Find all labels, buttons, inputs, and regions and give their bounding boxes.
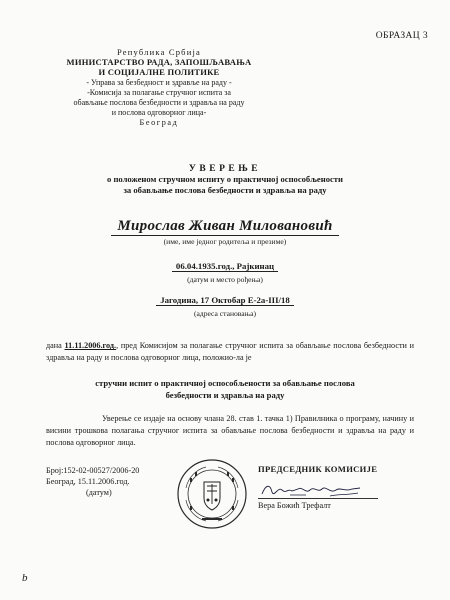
header-republic: Република Србија xyxy=(116,47,201,57)
statement-date: 11.11.2006.год. xyxy=(64,341,117,350)
birth-field xyxy=(0,256,450,284)
header-ministry: МИНИСТАРСТВО РАДА, ЗАПОШЉАВАЊА xyxy=(66,57,252,68)
birth-caption: (датум и место рођења) xyxy=(187,275,263,284)
header-commission-cont: обављање послова безбедности и здравља на раду xyxy=(73,98,245,108)
address-caption: (адреса становања) xyxy=(193,309,257,318)
president-name: Вера Божић Трефалт xyxy=(258,501,331,510)
address-value: Јагодина, 17 Октобар Е-2а-III/18 xyxy=(156,295,294,306)
handwritten-signature xyxy=(260,480,370,500)
reference-place-date: Београд, 15.11.2006.год. xyxy=(46,477,130,486)
header-ministry-cont: И СОЦИЈАЛНЕ ПОЛИТИКЕ xyxy=(98,67,220,78)
statement-rest: , пред Комисијом за полагање стручног испита за обављање послова безбедности и здравља на раду и послова одговорног лица, положио-ла је xyxy=(46,341,414,362)
statement-prefix: дана xyxy=(46,341,62,350)
holder-name: Мирослав Живан Миловановић xyxy=(111,218,338,236)
holder-name-caption: (име, име једног родитеља и презиме) xyxy=(163,237,287,246)
issuer-header xyxy=(0,47,318,129)
address-field xyxy=(0,290,450,318)
document-subtitle-2: за обављање послова безбедности и здравља на раду xyxy=(123,185,327,195)
president-title: ПРЕДСЕДНИК КОМИСИЈЕ xyxy=(258,464,378,474)
signature-line xyxy=(258,480,378,499)
official-seal-stamp xyxy=(176,458,248,530)
header-commission-end: и послова одговорног лица- xyxy=(111,108,207,118)
birth-value: 06.04.1935.год., Рајкинац xyxy=(172,261,278,272)
header-directorate: - Управа за безбедност и здравље на раду - xyxy=(86,77,232,87)
president-block xyxy=(258,464,418,510)
header-commission: -Комисија за полагање стручног испита за xyxy=(87,87,231,97)
reference-number: Број:152-02-00527/2006-20 xyxy=(46,466,140,475)
title-block xyxy=(0,164,450,196)
exam-line-2: безбедности и здравља на раду xyxy=(165,390,285,400)
header-city: Београд xyxy=(139,118,179,128)
form-number: ОБРАЗАЦ 3 xyxy=(375,31,428,41)
exam-line-1: стручни испит о практичној оспособљености за обављање послова xyxy=(95,378,355,388)
reference-block xyxy=(46,465,139,498)
exam-description xyxy=(0,377,450,401)
legal-basis-paragraph: Уверење се издаје на основу члана 28. став 1. тачка 1) Правилника о програму, начину и висини трошкова полагања стручног испита за обављање послова безбедности и здравља на раду и послова одговорног лица. xyxy=(46,414,414,447)
document-subtitle-1: о положеном стручном испиту о практичној оспособљености xyxy=(107,174,343,184)
holder-name-row xyxy=(0,217,450,246)
reference-date-caption: (датум) xyxy=(86,488,112,497)
document-title: УВЕРЕЊЕ xyxy=(188,164,262,174)
corner-mark: b xyxy=(22,572,28,584)
statement-paragraph xyxy=(46,340,414,364)
